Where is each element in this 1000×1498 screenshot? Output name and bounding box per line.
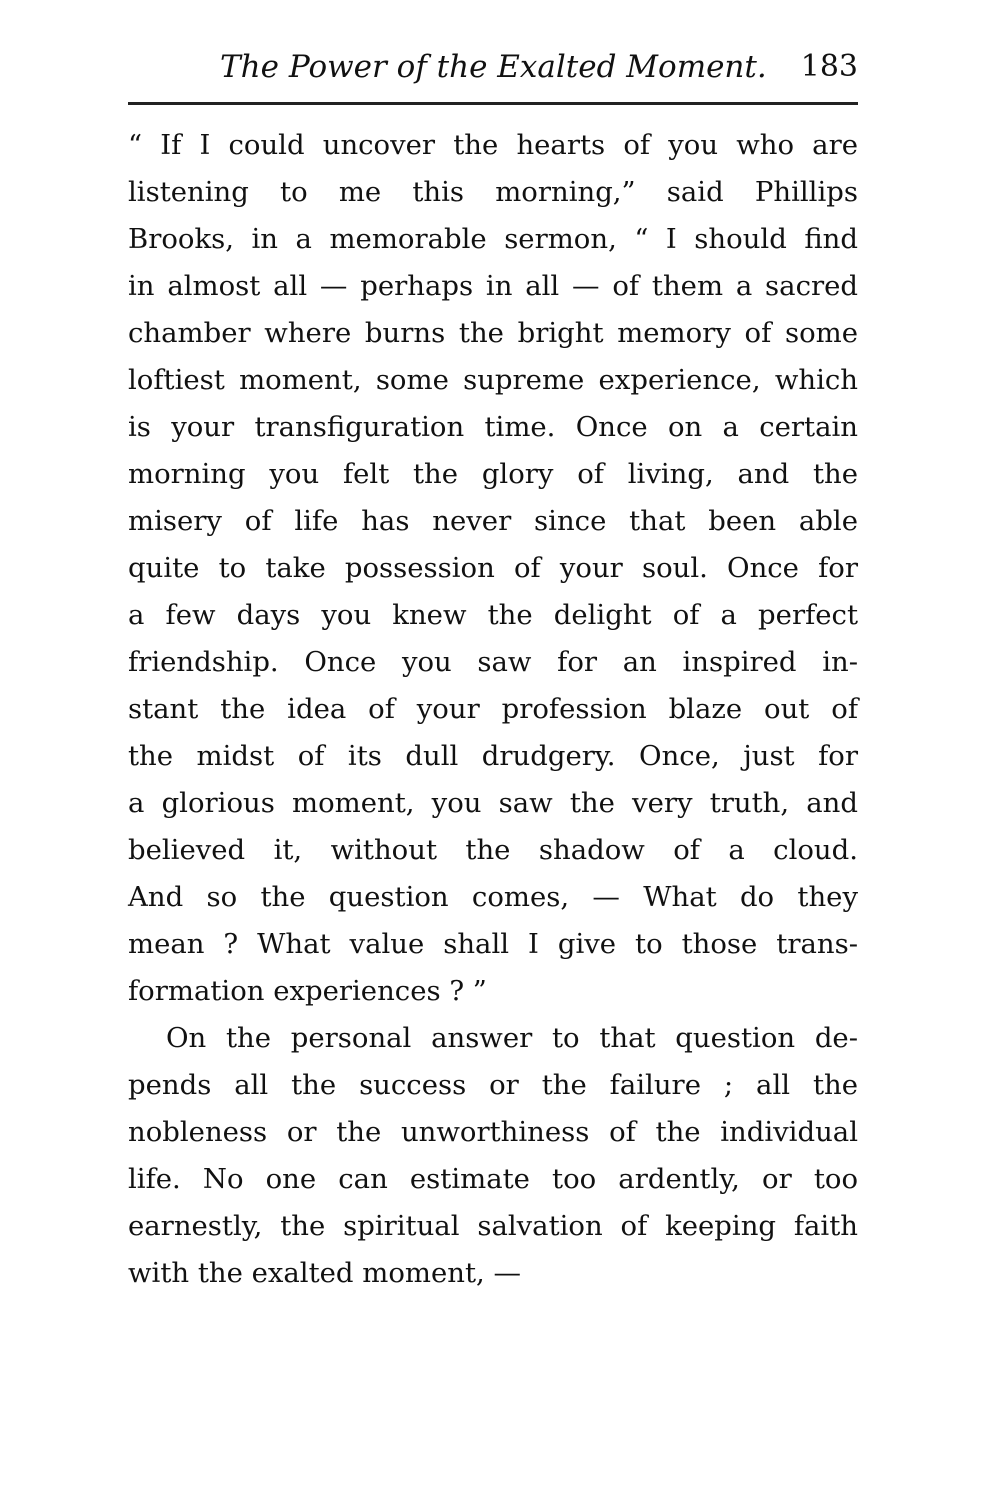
text-line: morning you felt the glory of living, and the — [128, 458, 858, 490]
paragraph-quotation — [128, 122, 858, 1015]
text-line: stant the idea of your profession blaze out of — [128, 693, 858, 725]
text-line: in almost all — perhaps in all — of them a sacred — [128, 270, 858, 302]
text-line: pends all the success or the failure ; all the — [128, 1069, 858, 1101]
text-line: “ If I could uncover the hearts of you who are — [128, 129, 858, 161]
text-line: life. No one can estimate too ardently, or too — [128, 1163, 858, 1195]
text-line: quite to take possession of your soul. Once for — [128, 552, 858, 584]
text-line: the midst of its dull drudgery. Once, just for — [128, 740, 858, 772]
text-line: listening to me this morning,” said Phillips — [128, 176, 858, 208]
text-line: believed it, without the shadow of a cloud. — [128, 834, 858, 866]
paragraph-commentary — [128, 1015, 858, 1297]
text-line: nobleness or the unworthiness of the individual — [128, 1116, 858, 1148]
text-line: a glorious moment, you saw the very truth, and — [128, 787, 858, 819]
text-line: mean ? What value shall I give to those trans- — [128, 928, 858, 960]
running-title: The Power of the Exalted Moment. — [220, 49, 767, 85]
text-line: with the exalted moment, — — [128, 1257, 521, 1289]
page-number: 183 — [800, 49, 858, 84]
text-line: earnestly, the spiritual salvation of keeping faith — [128, 1210, 858, 1242]
running-header — [128, 44, 858, 94]
text-line: formation experiences ? ” — [128, 975, 487, 1007]
page-body — [128, 122, 858, 1297]
text-line: loftiest moment, some supreme experience, which — [128, 364, 858, 396]
text-line: is your transfiguration time. Once on a certain — [128, 411, 858, 443]
text-line: friendship. Once you saw for an inspired in- — [128, 646, 858, 678]
text-line: chamber where burns the bright memory of some — [128, 317, 858, 349]
text-line: misery of life has never since that been able — [128, 505, 858, 537]
text-line: On the personal answer to that question de- — [166, 1022, 858, 1054]
text-line: And so the question comes, — What do they — [128, 881, 858, 913]
header-rule — [128, 102, 858, 105]
text-line: a few days you knew the delight of a perfect — [128, 599, 858, 631]
text-line: Brooks, in a memorable sermon, “ I should find — [128, 223, 858, 255]
